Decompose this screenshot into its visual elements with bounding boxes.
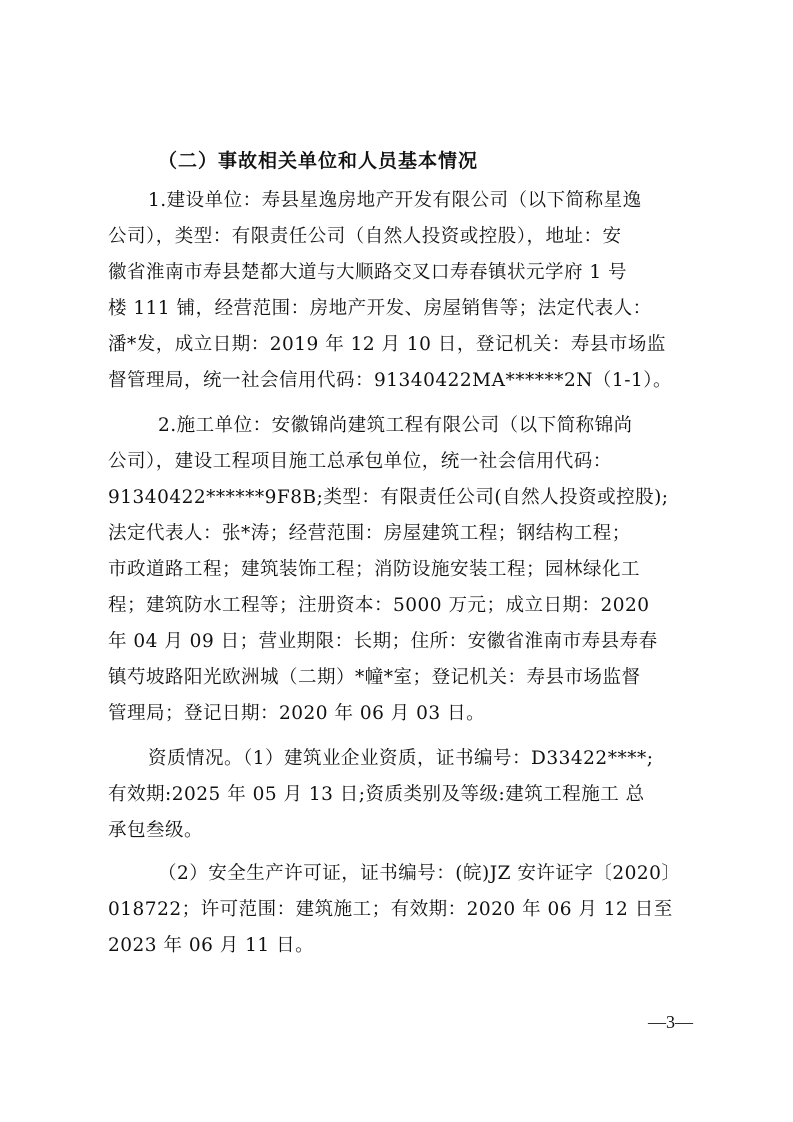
paragraph-line: 有效期:2025 年 05 月 13 日;资质类别及等级:建筑工程施工 总 (108, 784, 645, 805)
paragraph-line: 承包叁级。 (108, 820, 204, 841)
paragraph-line: 潘*发，成立日期：2019 年 12 月 10 日，登记机关：寿县市场监 (108, 334, 666, 355)
paragraph-line: （2）安全生产许可证，证书编号：(皖)JZ 安许证字〔2020〕 (158, 863, 681, 884)
paragraph-line: 镇芍坡路阳光欧洲城（二期）*幢*室；登记机关：寿县市场监督 (108, 667, 641, 688)
paragraph-line: 徽省淮南市寿县楚都大道与大顺路交叉口寿春镇状元学府 1 号 (108, 262, 628, 283)
paragraph-line: 资质情况。（1）建筑业企业资质，证书编号：D33422****; (148, 748, 654, 769)
paragraph-line: 程；建筑防水工程等；注册资本：5000 万元；成立日期：2020 (108, 595, 650, 616)
paragraph-line: 督管理局，统一社会信用代码：91340422MA******2N（1-1）。 (108, 370, 672, 391)
paragraph-line: 楼 111 铺，经营范围：房地产开发、房屋销售等；法定代表人： (108, 298, 652, 319)
paragraph-line: 1.建设单位：寿县星逸房地产开发有限公司（以下简称星逸 (148, 190, 642, 211)
page-number: —3— (648, 1012, 693, 1032)
paragraph-line: 2.施工单位：安徽锦尚建筑工程有限公司（以下简称锦尚 (158, 415, 633, 436)
paragraph-line: 018722；许可范围：建筑施工；有效期：2020 年 06 月 12 日至 (108, 899, 673, 920)
paragraph-line: 2023 年 06 月 11 日。 (108, 935, 315, 956)
paragraph-line: 公司），建设工程项目施工总承包单位，统一社会信用代码： (108, 451, 612, 472)
paragraph-line: 管理局；登记日期：2020 年 06 月 03 日。 (108, 703, 486, 724)
paragraph-line: 公司），类型：有限责任公司（自然人投资或控股），地址：安 (108, 226, 622, 247)
paragraph-line: 法定代表人：张*涛；经营范围：房屋建筑工程；钢结构工程； (108, 523, 631, 544)
paragraph-line: 市政道路工程；建筑装饰工程；消防设施安装工程；园林绿化工 (108, 559, 641, 580)
paragraph-line: 91340422******9F8B;类型：有限责任公司(自然人投资或控股); (108, 487, 669, 508)
paragraph-line: 年 04 月 09 日；营业期限：长期；住所：安徽省淮南市寿县寿春 (108, 631, 658, 652)
section-heading: （二）事故相关单位和人员基本情况 (158, 150, 479, 172)
